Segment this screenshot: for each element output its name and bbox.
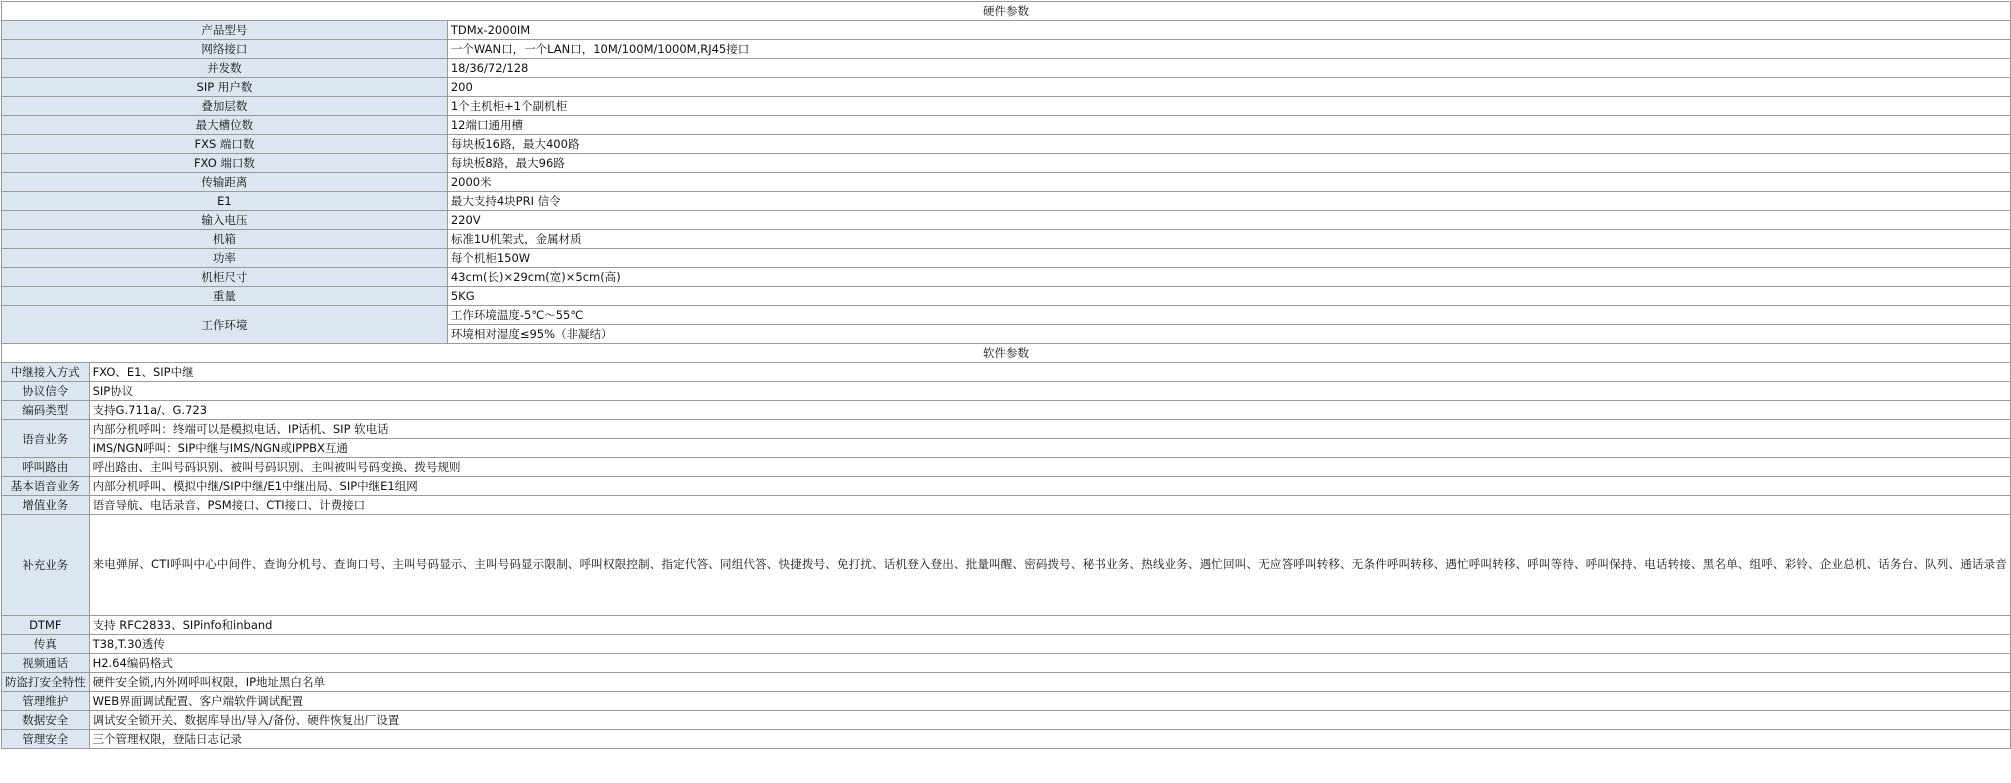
software-row-label: 语音业务 (2, 420, 90, 458)
hardware-row-value: 1个主机柜+1个副机柜 (447, 97, 2010, 116)
software-row (2, 673, 2011, 692)
software-row-value: 硬件安全锁,内外网呼叫权限，IP地址黑白名单 (89, 673, 2010, 692)
software-row-label: 增值业务 (2, 496, 90, 515)
software-row-label: 传真 (2, 635, 90, 654)
hardware-row (2, 211, 2011, 230)
hardware-row-label: 网络接口 (2, 40, 448, 59)
hardware-row-value: 每块板16路，最大400路 (447, 135, 2010, 154)
hardware-row-label: FXS 端口数 (2, 135, 448, 154)
hardware-row-value: 每个机柜150W (447, 249, 2010, 268)
hardware-row-label: 重量 (2, 287, 448, 306)
software-row (2, 458, 2011, 477)
software-row-value: 支持G.711a/、G.723 (89, 401, 2010, 420)
software-row (2, 635, 2011, 654)
hardware-row (2, 97, 2011, 116)
hardware-row-value: 最大支持4块PRI 信令 (447, 192, 2010, 211)
software-row-value: FXO、E1、SIP中继 (89, 363, 2010, 382)
hardware-row-label: 产品型号 (2, 21, 448, 40)
hardware-row-value: 18/36/72/128 (447, 59, 2010, 78)
software-row-label: 补充业务 (2, 515, 90, 616)
hardware-row (2, 287, 2011, 306)
hardware-row-label: 机柜尺寸 (2, 268, 448, 287)
software-row (2, 515, 2011, 616)
software-row (2, 654, 2011, 673)
hardware-row (2, 230, 2011, 249)
hardware-row-value: TDMx-2000IM (447, 21, 2010, 40)
hardware-row (2, 40, 2011, 59)
software-row-label: 防盗打安全特性 (2, 673, 90, 692)
hardware-row-label: SIP 用户数 (2, 78, 448, 97)
software-row (2, 692, 2011, 711)
software-row (2, 401, 2011, 420)
hardware-row (2, 306, 2011, 325)
spec-table (1, 1, 2011, 749)
hardware-row-label: E1 (2, 192, 448, 211)
hardware-title: 硬件参数 (2, 2, 2011, 21)
software-row (2, 496, 2011, 515)
hardware-row (2, 154, 2011, 173)
software-row (2, 477, 2011, 496)
hardware-row-value: 5KG (447, 287, 2010, 306)
software-row-value: 呼出路由、主叫号码识别、被叫号码识别、主叫被叫号码变换、拨号规则 (89, 458, 2010, 477)
software-row-label: 基本语音业务 (2, 477, 90, 496)
software-row-value: 语音导航、电话录音、PSM接口、CTI接口、计费接口 (89, 496, 2010, 515)
software-row (2, 439, 2011, 458)
software-row-value: H2.64编码格式 (89, 654, 2010, 673)
hardware-row-value: 200 (447, 78, 2010, 97)
hardware-row (2, 116, 2011, 135)
software-row (2, 382, 2011, 401)
hardware-row-value: 标准1U机架式，金属材质 (447, 230, 2010, 249)
software-row-value: 三个管理权限，登陆日志记录 (89, 730, 2010, 749)
hardware-header-row (2, 2, 2011, 21)
hardware-row-label: 工作环境 (2, 306, 448, 344)
hardware-row-label: 叠加层数 (2, 97, 448, 116)
hardware-row-label: 输入电压 (2, 211, 448, 230)
software-row-label: 呼叫路由 (2, 458, 90, 477)
hardware-row-value: 2000米 (447, 173, 2010, 192)
hardware-row-label: 功率 (2, 249, 448, 268)
software-row-value: SIP协议 (89, 382, 2010, 401)
hardware-row-label: 并发数 (2, 59, 448, 78)
software-row (2, 711, 2011, 730)
hardware-row (2, 78, 2011, 97)
hardware-row-label: 机箱 (2, 230, 448, 249)
software-row-label: DTMF (2, 616, 90, 635)
hardware-row-label: 最大槽位数 (2, 116, 448, 135)
software-row-value: 内部分机呼叫：终端可以是模拟电话、IP话机、SIP 软电话 (89, 420, 2010, 439)
software-title: 软件参数 (2, 344, 2011, 363)
hardware-row (2, 192, 2011, 211)
hardware-row-value: 一个WAN口，一个LAN口，10M/100M/1000M,RJ45接口 (447, 40, 2010, 59)
software-row (2, 730, 2011, 749)
software-row-value: WEB界面调试配置、客户端软件调试配置 (89, 692, 2010, 711)
hardware-row (2, 268, 2011, 287)
hardware-row-value: 220V (447, 211, 2010, 230)
software-header-row (2, 344, 2011, 363)
software-row-label: 数据安全 (2, 711, 90, 730)
software-row-value: 调试安全锁开关、数据库导出/导入/备份、硬件恢复出厂设置 (89, 711, 2010, 730)
software-row-value: IMS/NGN呼叫：SIP中继与IMS/NGN或IPPBX互通 (89, 439, 2010, 458)
software-row (2, 363, 2011, 382)
hardware-row (2, 21, 2011, 40)
hardware-row (2, 249, 2011, 268)
software-row-label: 管理安全 (2, 730, 90, 749)
software-row-value: 支持 RFC2833、SIPinfo和inband (89, 616, 2010, 635)
software-row-label: 协议信令 (2, 382, 90, 401)
software-row-label: 视频通话 (2, 654, 90, 673)
software-row-label: 编码类型 (2, 401, 90, 420)
hardware-row-label: 传输距离 (2, 173, 448, 192)
software-row-label: 管理维护 (2, 692, 90, 711)
hardware-row-value: 环境相对湿度≤95%（非凝结） (447, 325, 2010, 344)
hardware-row-value: 每块板8路，最大96路 (447, 154, 2010, 173)
software-row-value: T38,T.30透传 (89, 635, 2010, 654)
hardware-row-value: 工作环境温度-5℃～55℃ (447, 306, 2010, 325)
hardware-row-value: 43cm(长)×29cm(宽)×5cm(高) (447, 268, 2010, 287)
software-row-label: 中继接入方式 (2, 363, 90, 382)
software-row-value: 来电弹屏、CTI呼叫中心中间件、查询分机号、查询口号、主叫号码显示、主叫号码显示限制、呼叫权限控制、指定代答、同组代答、快捷拨号、免打扰、话机登入登出、批量叫醒、密码拨号、秘书业务、热线业务、遇忙回叫、无应答呼叫转移、无条件呼叫转移、遇忙呼叫转移、呼叫等待、呼叫保持、电话转接、黑名单、组呼、彩铃、企业总机、话务台、队列、通话录音 (89, 515, 2010, 616)
hardware-row-value: 12端口通用槽 (447, 116, 2010, 135)
software-row (2, 616, 2011, 635)
hardware-row (2, 59, 2011, 78)
software-row (2, 420, 2011, 439)
hardware-row (2, 135, 2011, 154)
hardware-row (2, 173, 2011, 192)
software-row-value: 内部分机呼叫、模拟中继/SIP中继/E1中继出局、SIP中继E1组网 (89, 477, 2010, 496)
hardware-row-label: FXO 端口数 (2, 154, 448, 173)
